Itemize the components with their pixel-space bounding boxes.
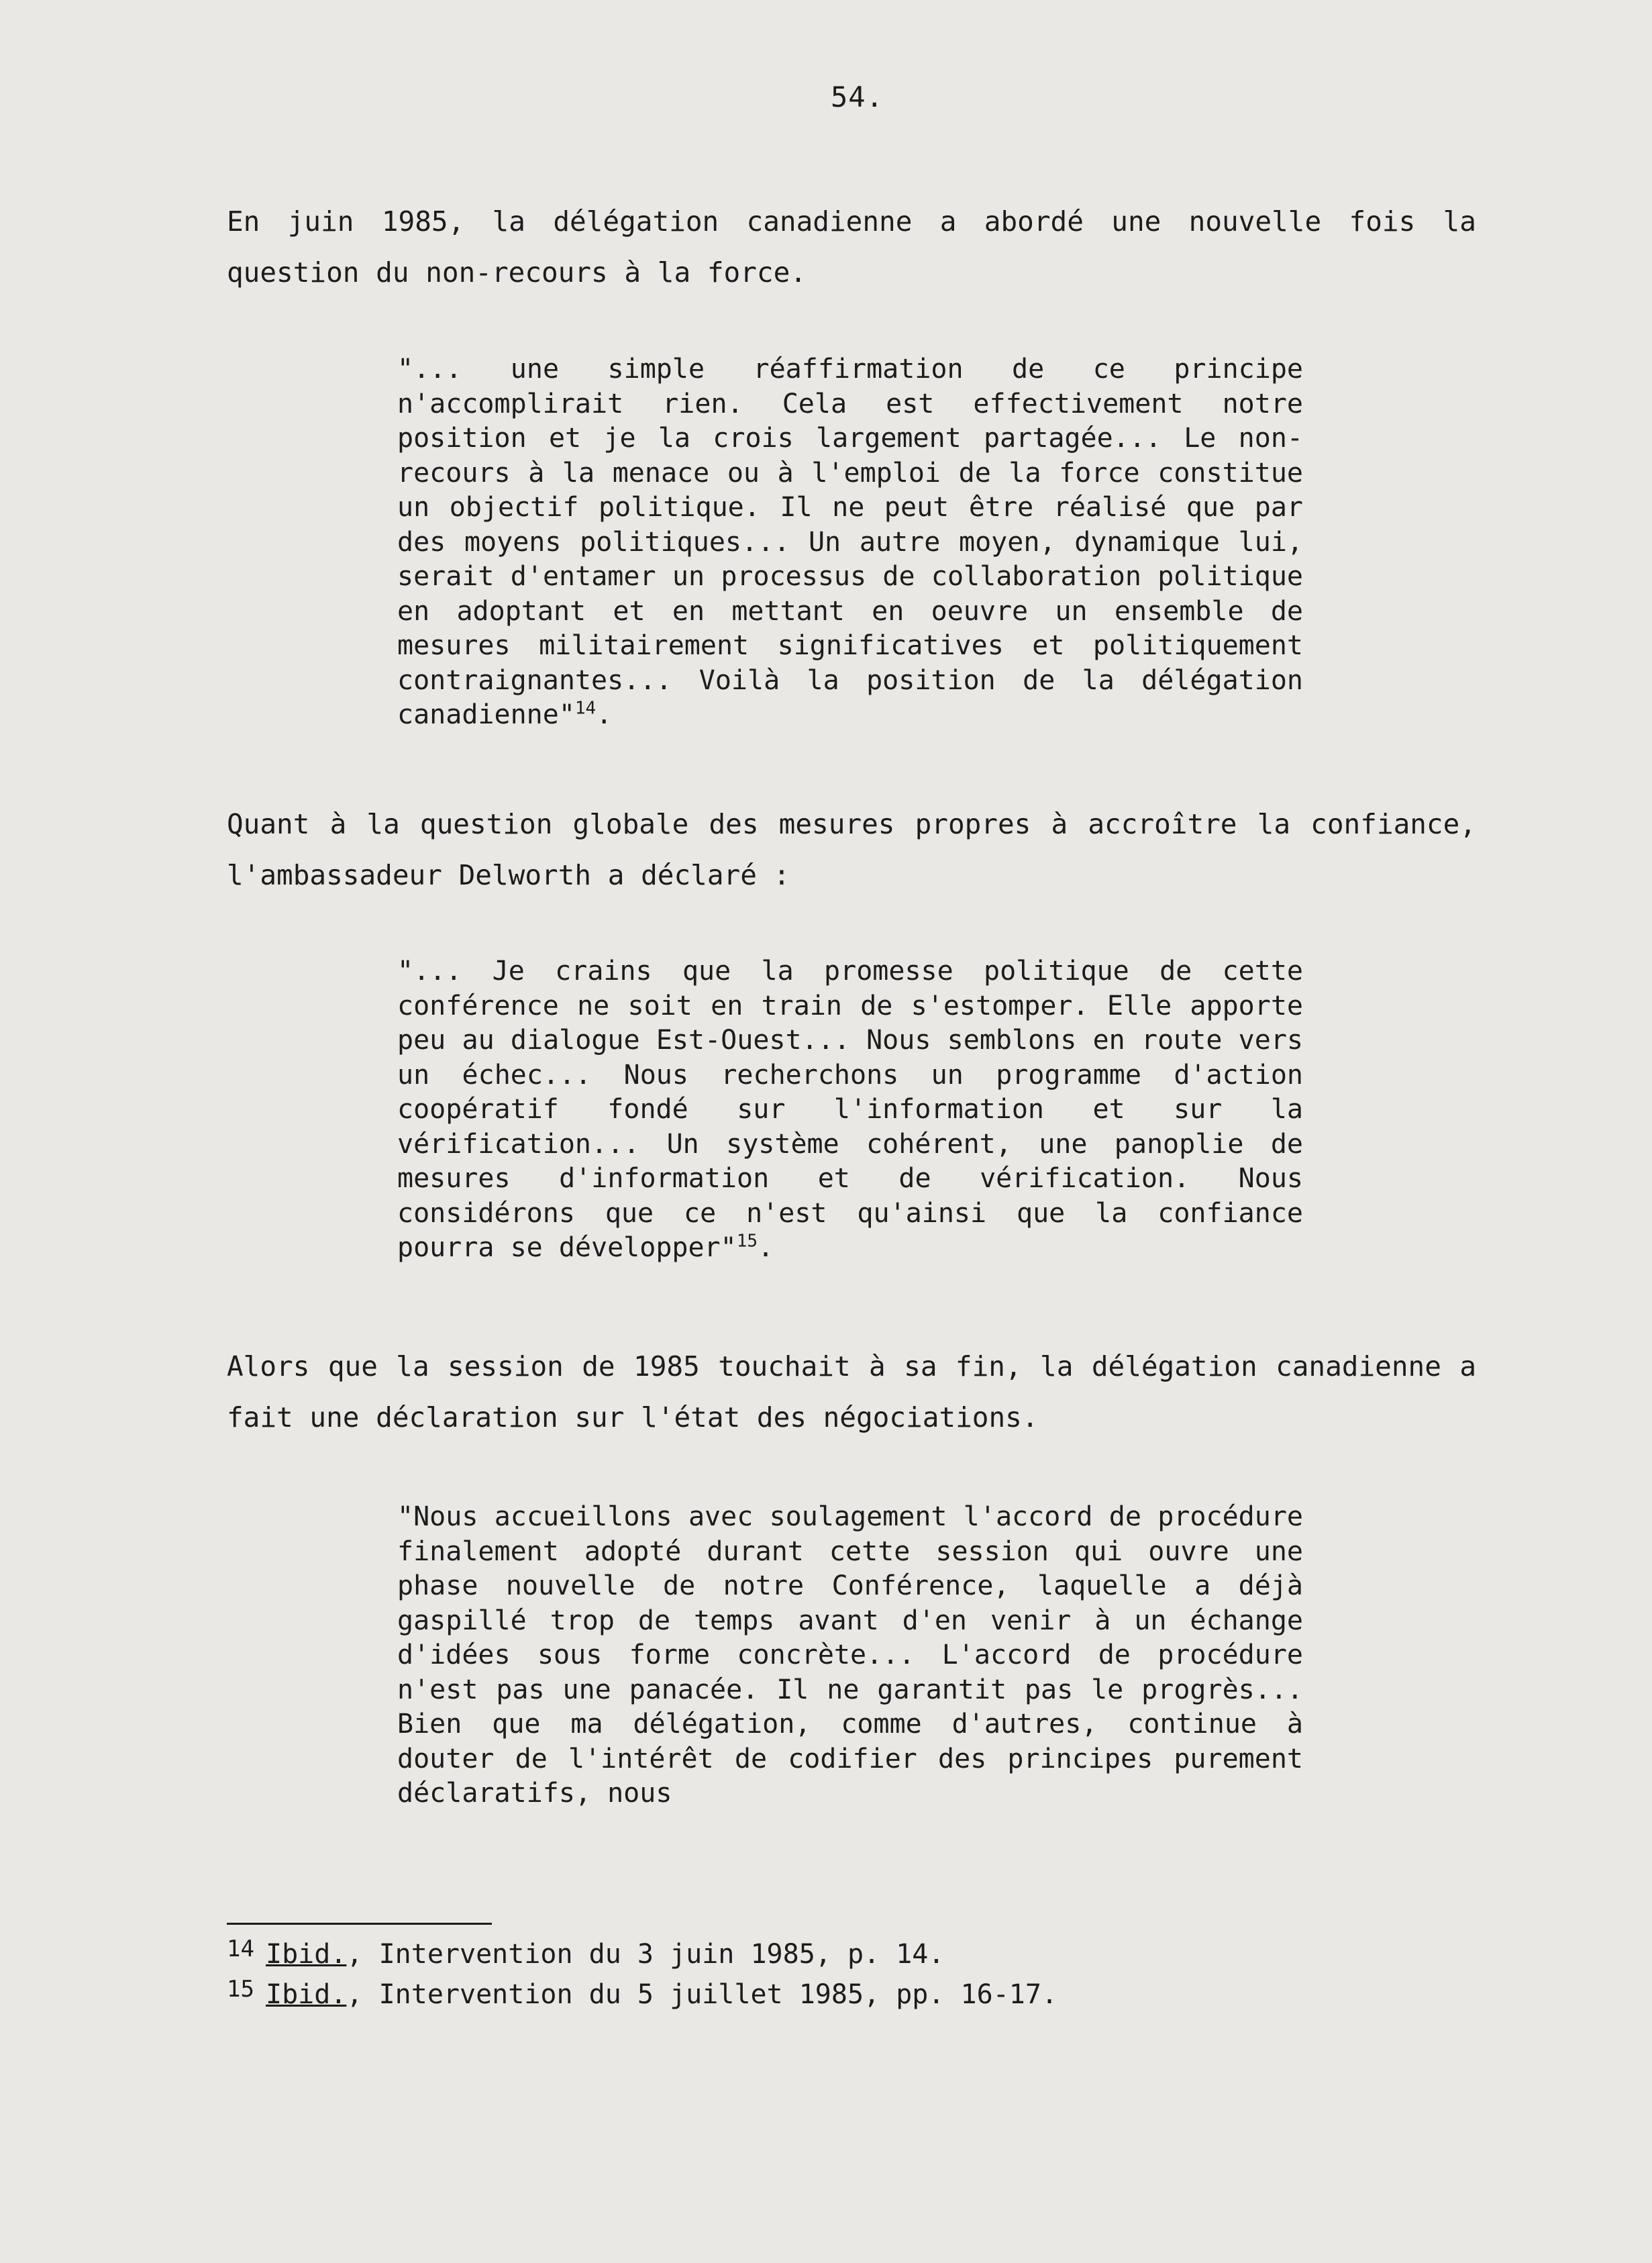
- footnote-text: , Intervention du 5 juillet 1985, pp. 16-17.: [346, 1979, 1058, 2010]
- quote-text: "... une simple réaffirmation de ce principe n'accomplirait rien. Cela est effectivement notre position et je la crois largement partagée... Le non-recours à la menace ou à l'emploi de la force constitue un objectif politique. Il ne peut être réalisé que par des moyens politiques... Un autre moyen, dynamique lui, serait d'entamer un processus de collaboration politique en adoptant et en mettant en oeuvre un ensemble de mesures militairement significatives et politiquement contraignantes... Voilà la position de la délégation canadienne": [397, 354, 1303, 730]
- quote-text: "Nous accueillons avec soulagement l'accord de procédure finalement adopté durant cette session qui ouvre une phase nouvelle de notre Conférence, laquelle a déjà gaspillé trop de temps avant d'en venir à un échange d'idées sous forme concrète... L'accord de procédure n'est pas une panacée. Il ne garantit pas le progrès... Bien que ma délégation, comme d'autres, continue à douter de l'intérêt de codifier des principes purement déclaratifs, nous: [397, 1501, 1303, 1809]
- footnote-divider: [227, 1923, 492, 1925]
- body-paragraph: Alors que la session de 1985 touchait à sa fin, la délégation canadienne a fait une déclaration sur l'état des négociations.: [227, 1350, 1476, 1434]
- body-paragraph: En juin 1985, la délégation canadienne a abordé une nouvelle fois la question du non-recours à la force.: [227, 205, 1476, 289]
- footnote: [227, 1931, 1057, 1972]
- footnote-number: 15: [227, 1976, 254, 2003]
- page-number: 54.: [831, 81, 884, 113]
- footnote: [227, 1972, 1057, 2012]
- footnote-source: Ibid.: [266, 1939, 347, 1970]
- block-quote: [397, 1500, 1303, 1811]
- footnote-number: 14: [227, 1935, 254, 1962]
- footnote-reference: 14: [574, 698, 597, 719]
- body-paragraph: Quant à la question globale des mesures propres à accroître la confiance, l'ambassadeur Delworth a déclaré :: [227, 808, 1476, 891]
- footnote-source: Ibid.: [266, 1979, 347, 2010]
- block-quote: "... Je crains que la promesse politique de cette conférence ne soit en train de s'estomper. Elle apporte peu au dialogue Est-Ouest... Nous semblons en route vers un échec... Nous recherchons un programme d'action coopératif fondé sur l'information et sur la vérification... Un système cohérent, une panoplie de mesures d'information et de vérification. Nous considérons que ce n'est qu'ainsi que la confiance pourra se développer"$^{15}$.: [397, 956, 1303, 1263]
- footnotes: [227, 1931, 1057, 2012]
- footnote-text: , Intervention du 3 juin 1985, p. 14.: [346, 1939, 945, 1970]
- footnote-reference: 15: [736, 1231, 758, 1252]
- quote-text: "... Je crains que la promesse politique de cette conférence ne soit en train de s'estomper. Elle apporte peu au dialogue Est-Ouest... Nous semblons en route vers un échec... Nous recherchons un programme d'action coopératif fondé sur l'information et sur la vérification... Un système cohérent, une panoplie de mesures d'information et de vérification. Nous considérons que ce n'est qu'ainsi que la confiance pourra se développer": [397, 956, 1303, 1263]
- block-quote: "... une simple réaffirmation de ce principe n'accomplirait rien. Cela est effectivement notre position et je la crois largement partagée... Le non-recours à la menace ou à l'emploi de la force constitue un objectif politique. Il ne peut être réalisé que par des moyens politiques... Un autre moyen, dynamique lui, serait d'entamer un processus de collaboration politique en adoptant et en mettant en oeuvre un ensemble de mesures militairement significatives et politiquement contraignantes... Voilà la position de la délégation canadienne"$^{14}$.: [397, 354, 1303, 730]
